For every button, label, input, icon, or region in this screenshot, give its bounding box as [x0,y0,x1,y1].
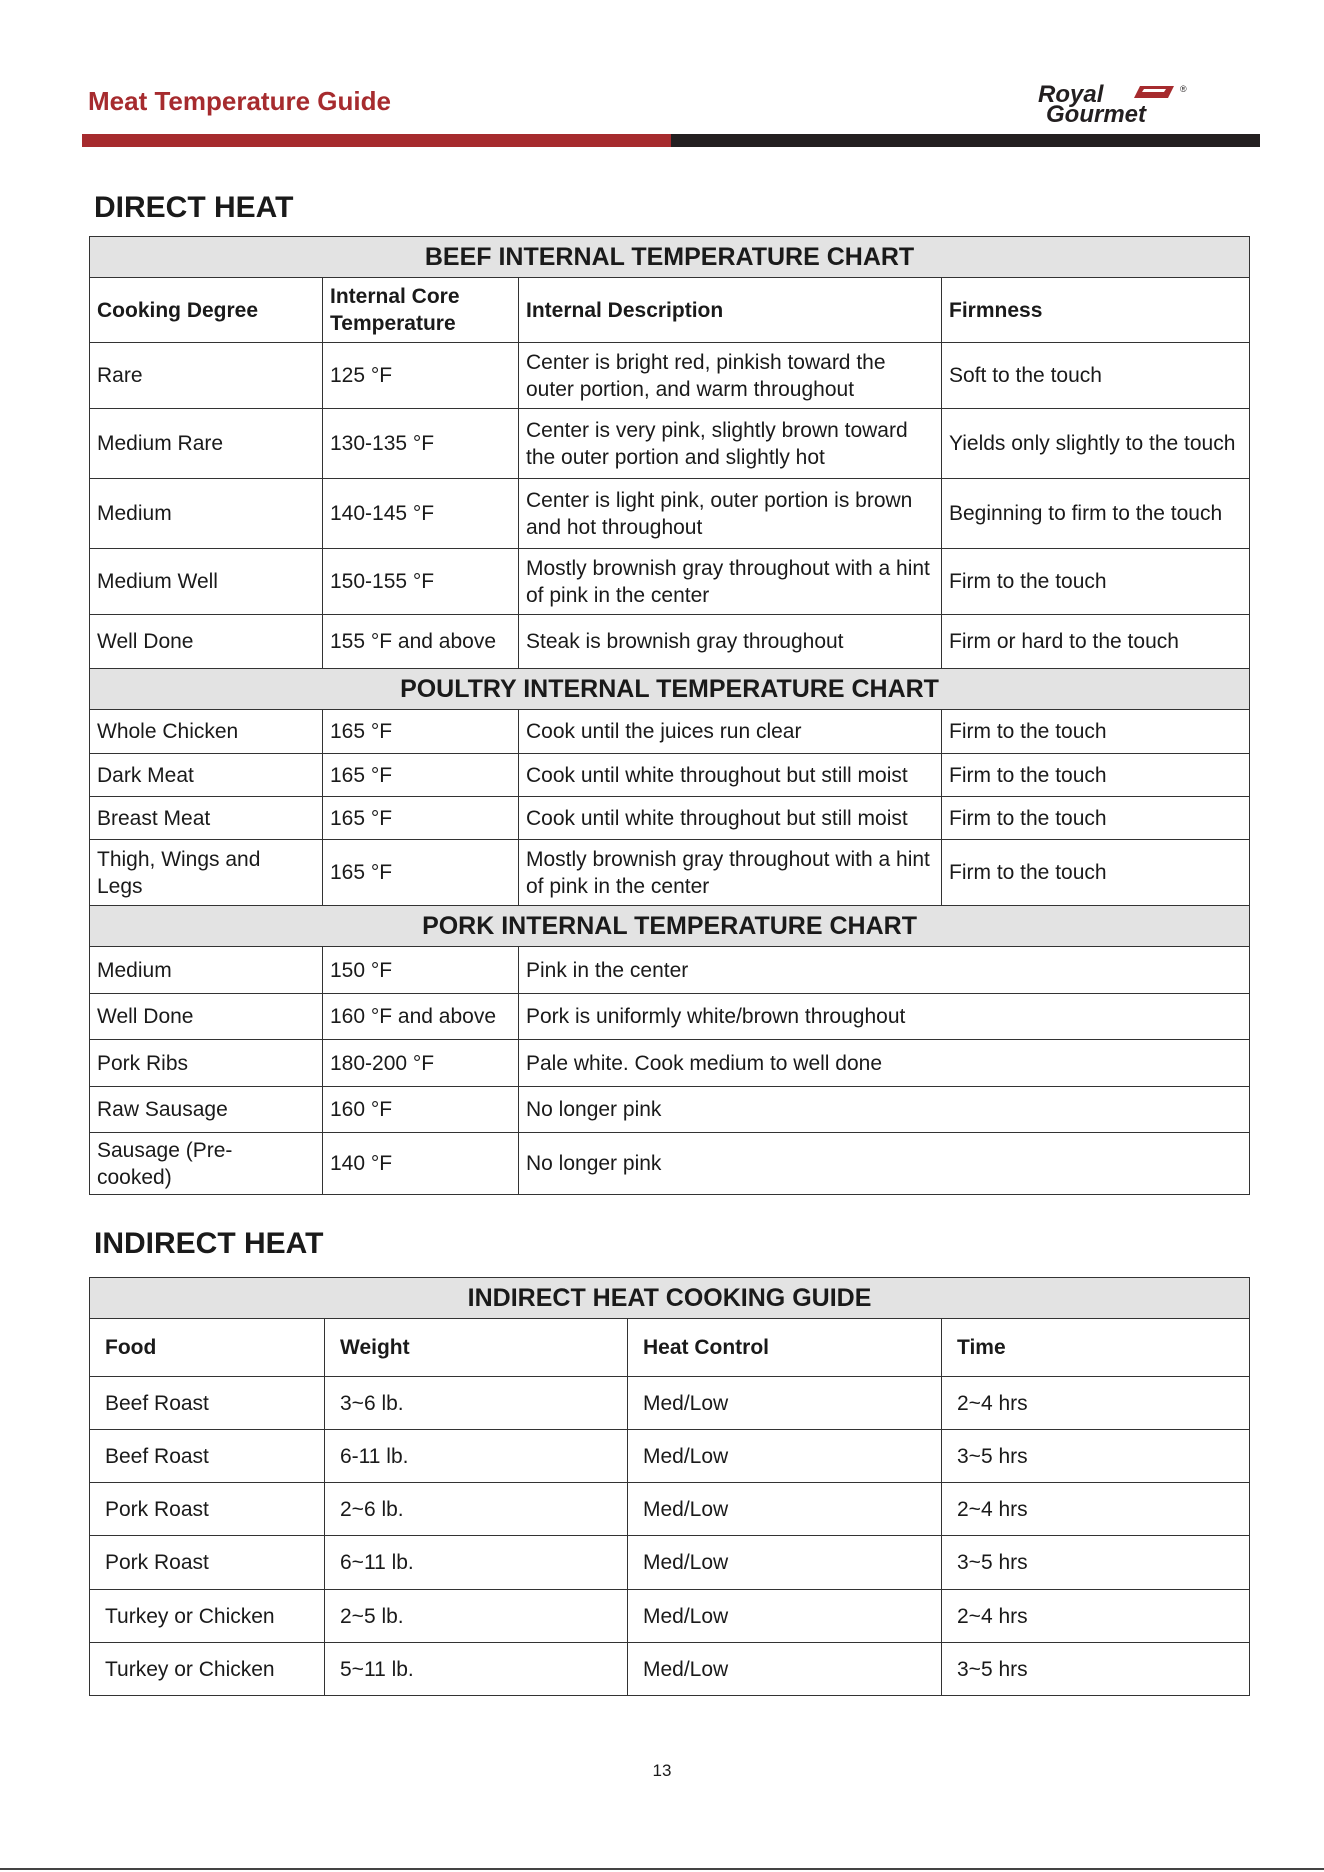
cooking-degree: Whole Chicken [90,710,323,754]
firmness: Firm to the touch [942,710,1250,754]
indirect-column-headers [90,1319,1250,1377]
direct-heat-heading: DIRECT HEAT [94,191,294,224]
table-row [90,1040,1250,1087]
poultry-chart-title: POULTRY INTERNAL TEMPERATURE CHART [90,669,1250,710]
heat-control: Med/Low [628,1590,942,1643]
table-row [90,409,1250,479]
core-temperature: 130-135 °F [323,409,519,479]
weight: 3~6 lb. [325,1377,628,1430]
weight: 2~5 lb. [325,1590,628,1643]
table-row [90,1643,1250,1696]
food: Turkey or Chicken [90,1643,325,1696]
core-temperature: 165 °F [323,840,519,906]
table-row [90,994,1250,1040]
indirect-heat-table [89,1277,1250,1696]
firmness: Firm to the touch [942,754,1250,797]
beef-column-headers [90,278,1250,343]
cooking-degree: Medium [90,479,323,549]
core-temperature: 125 °F [323,343,519,409]
bottom-rule [0,1868,1324,1870]
internal-description: Mostly brownish gray throughout with a hint of pink in the center [519,549,942,615]
table-row [90,549,1250,615]
direct-heat-table [89,236,1250,1195]
core-temperature: 140 °F [323,1133,519,1195]
svg-text:Gourmet: Gourmet [1046,101,1147,126]
beef-chart-title: BEEF INTERNAL TEMPERATURE CHART [90,237,1250,278]
table-row [90,479,1250,549]
column-header-description: Internal Description [519,278,942,343]
firmness: Yields only slightly to the touch [942,409,1250,479]
firmness: Firm to the touch [942,840,1250,906]
svg-text:®: ® [1180,84,1187,94]
table-row [90,754,1250,797]
indirect-heat-heading: INDIRECT HEAT [94,1227,324,1260]
food: Beef Roast [90,1430,325,1483]
core-temperature: 165 °F [323,754,519,797]
table-row [90,840,1250,906]
column-header-core-temperature: Internal Core Temperature [323,278,519,343]
cooking-degree: Medium Rare [90,409,323,479]
table-row [90,615,1250,669]
column-header-cooking-degree: Cooking Degree [90,278,323,343]
firmness: Beginning to firm to the touch [942,479,1250,549]
core-temperature: 155 °F and above [323,615,519,669]
indirect-guide-title: INDIRECT HEAT COOKING GUIDE [90,1278,1250,1319]
internal-description: Center is bright red, pinkish toward the outer portion, and warm throughout [519,343,942,409]
table-row [90,1536,1250,1590]
time: 2~4 hrs [942,1483,1250,1536]
table-row [90,1087,1250,1133]
internal-description: Pale white. Cook medium to well done [519,1040,1250,1087]
firmness: Soft to the touch [942,343,1250,409]
time: 2~4 hrs [942,1377,1250,1430]
cooking-degree: Thigh, Wings and Legs [90,840,323,906]
internal-description: Center is very pink, slightly brown toward the outer portion and slightly hot [519,409,942,479]
cooking-degree: Medium Well [90,549,323,615]
core-temperature: 160 °F [323,1087,519,1133]
weight: 6-11 lb. [325,1430,628,1483]
core-temperature: 140-145 °F [323,479,519,549]
internal-description: Pink in the center [519,947,1250,994]
firmness: Firm to the touch [942,797,1250,840]
cooking-degree: Well Done [90,615,323,669]
core-temperature: 165 °F [323,797,519,840]
firmness: Firm or hard to the touch [942,615,1250,669]
cooking-degree: Sausage (Pre-cooked) [90,1133,323,1195]
heat-control: Med/Low [628,1430,942,1483]
page-number: 13 [652,1761,672,1780]
column-header-heat-control: Heat Control [628,1319,942,1377]
food: Pork Roast [90,1483,325,1536]
internal-description: Cook until white throughout but still moist [519,754,942,797]
time: 3~5 hrs [942,1430,1250,1483]
column-header-weight: Weight [325,1319,628,1377]
firmness: Firm to the touch [942,549,1250,615]
table-row [90,1430,1250,1483]
royal-gourmet-logo [1036,80,1236,126]
cooking-degree: Pork Ribs [90,1040,323,1087]
header-bar [82,134,1260,147]
table-row [90,343,1250,409]
table-row [90,1133,1250,1195]
cooking-degree: Well Done [90,994,323,1040]
food: Turkey or Chicken [90,1590,325,1643]
food: Beef Roast [90,1377,325,1430]
internal-description: Center is light pink, outer portion is brown and hot throughout [519,479,942,549]
time: 3~5 hrs [942,1536,1250,1590]
weight: 2~6 lb. [325,1483,628,1536]
header-bar-dark-segment [671,134,1260,147]
time: 2~4 hrs [942,1590,1250,1643]
internal-description: No longer pink [519,1087,1250,1133]
internal-description: Mostly brownish gray throughout with a hint of pink in the center [519,840,942,906]
pork-chart-title: PORK INTERNAL TEMPERATURE CHART [90,906,1250,947]
heat-control: Med/Low [628,1483,942,1536]
table-row [90,710,1250,754]
weight: 5~11 lb. [325,1643,628,1696]
internal-description: Cook until the juices run clear [519,710,942,754]
core-temperature: 180-200 °F [323,1040,519,1087]
cooking-degree: Medium [90,947,323,994]
core-temperature: 150-155 °F [323,549,519,615]
column-header-food: Food [90,1319,325,1377]
weight: 6~11 lb. [325,1536,628,1590]
time: 3~5 hrs [942,1643,1250,1696]
core-temperature: 165 °F [323,710,519,754]
internal-description: Pork is uniformly white/brown throughout [519,994,1250,1040]
page-header-title: Meat Temperature Guide [88,86,391,116]
column-header-time: Time [942,1319,1250,1377]
column-header-firmness: Firmness [942,278,1250,343]
table-row [90,1483,1250,1536]
table-row [90,947,1250,994]
internal-description: Steak is brownish gray throughout [519,615,942,669]
table-row [90,1377,1250,1430]
table-row [90,1590,1250,1643]
cooking-degree: Rare [90,343,323,409]
cooking-degree: Dark Meat [90,754,323,797]
cooking-degree: Breast Meat [90,797,323,840]
internal-description: Cook until white throughout but still moist [519,797,942,840]
heat-control: Med/Low [628,1643,942,1696]
internal-description: No longer pink [519,1133,1250,1195]
cooking-degree: Raw Sausage [90,1087,323,1133]
header-bar-red-segment [82,134,671,147]
core-temperature: 150 °F [323,947,519,994]
food: Pork Roast [90,1536,325,1590]
svg-text:Royal: Royal [1038,81,1104,108]
core-temperature: 160 °F and above [323,994,519,1040]
heat-control: Med/Low [628,1536,942,1590]
table-row [90,797,1250,840]
heat-control: Med/Low [628,1377,942,1430]
